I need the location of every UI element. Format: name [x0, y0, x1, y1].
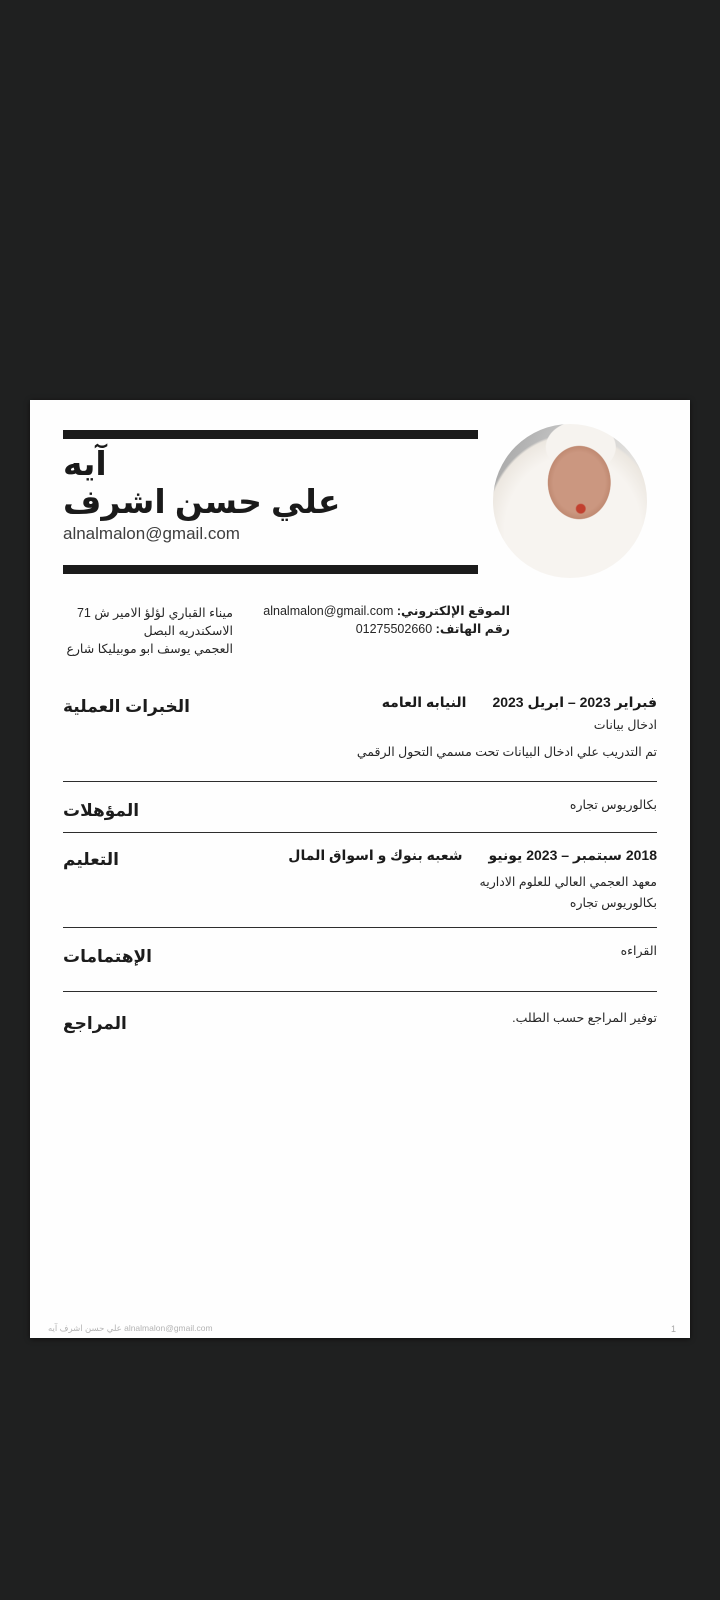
interests-text: القراءه	[620, 944, 657, 958]
cv-page	[30, 400, 690, 1338]
address-line: البصل الاسكندريه	[143, 624, 233, 638]
profile-photo	[493, 424, 647, 578]
footer-identity: آيه اشرف حسن علي alnalmalon@gmail.com	[48, 1323, 213, 1333]
header-email: alnalmalon@gmail.com	[63, 524, 240, 543]
education-extra: بكالوريوس تجاره	[569, 896, 657, 910]
contact-block	[30, 602, 690, 664]
contact-site-phone	[263, 602, 510, 638]
experience-role: ادخال بيانات	[593, 718, 657, 732]
experience-organization: النيابه العامه	[381, 694, 467, 710]
experience-description: تم التدريب علي ادخال البيانات تحت مسمي التحول الرقمي	[356, 745, 657, 759]
address-line: 71 ش الامير لؤلؤ القباري ميناء	[76, 606, 233, 620]
section-references	[63, 991, 657, 1035]
experience-body	[217, 692, 657, 781]
footer-page-number: 1	[670, 1324, 676, 1334]
phone-value: 01275502660	[355, 622, 433, 636]
name-line1: آيه	[63, 445, 107, 482]
education-dates: 2018 سبتمبر – 2023 يونيو	[488, 847, 657, 863]
education-school: معهد العجمي العالي للعلوم الاداريه	[479, 875, 657, 889]
education-entry-head	[217, 845, 657, 865]
qualifications-text: بكالوريوس تجاره	[569, 798, 657, 812]
cv-header	[30, 400, 690, 574]
section-experience	[63, 692, 657, 781]
contact-address	[63, 604, 233, 658]
experience-dates: فبراير 2023 – ابريل 2023	[492, 694, 657, 710]
references-heading: المراجع	[63, 1014, 127, 1033]
experience-heading: الخبرات العملية	[63, 697, 191, 716]
name-line2: اشرف حسن علي	[63, 483, 341, 520]
education-degree: شعبه بنوك و اسواق المال	[288, 847, 463, 863]
section-education	[63, 832, 657, 927]
cv-sections	[63, 692, 657, 1035]
section-qualifications	[63, 781, 657, 832]
section-interests	[63, 927, 657, 991]
interests-heading: الإهتمامات	[63, 947, 152, 966]
education-heading: التعليم	[63, 850, 119, 869]
phone-label: رقم الهاتف:	[435, 622, 510, 636]
top-accent-bar	[63, 430, 478, 439]
contact-phone-line	[263, 620, 510, 638]
address-line: شارع موبيليكا ابو يوسف العجمي	[66, 642, 233, 656]
website-value: alnalmalon@gmail.com	[263, 604, 394, 618]
education-body	[217, 833, 657, 927]
qualifications-body	[217, 782, 657, 832]
references-text: توفير المراجع حسب الطلب.	[512, 1011, 657, 1025]
qualifications-heading: المؤهلات	[63, 801, 140, 820]
bottom-accent-bar	[63, 565, 478, 574]
interests-body	[217, 928, 657, 991]
experience-entry-head	[217, 692, 657, 712]
references-body	[217, 992, 657, 1035]
contact-website-line	[263, 602, 510, 620]
website-label: الموقع الإلكتروني:	[396, 604, 510, 618]
